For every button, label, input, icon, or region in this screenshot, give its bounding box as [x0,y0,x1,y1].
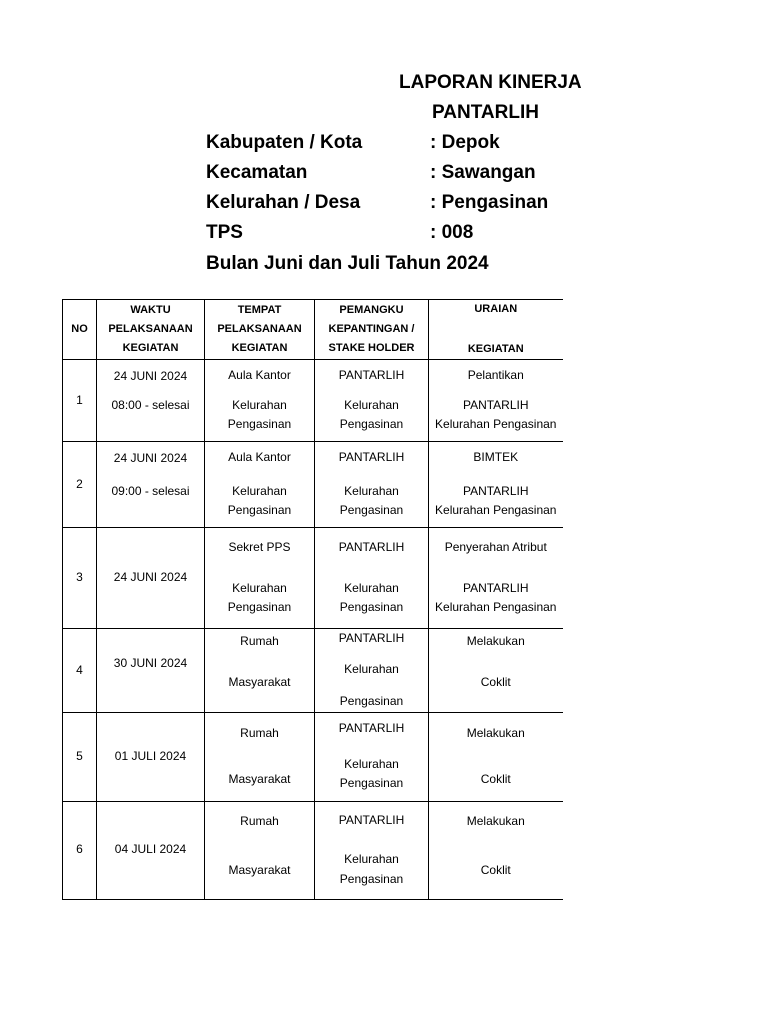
cell-tempat: Aula Kantor Kelurahan Pengasinan [205,360,315,442]
field-value-kelurahan: : Pengasinan [430,192,549,213]
table-header-row [63,300,563,360]
report-title: LAPORAN KINERJA [399,72,582,93]
cell-pemangku: PANTARLIH Kelurahan Pengasinan [315,360,429,442]
row-number: 1 [63,360,97,442]
cell-waktu: 01 JULI 2024 [97,712,205,801]
column-header-uraian: URAIAN KEGIATAN [429,300,563,360]
field-label-kabupaten: Kabupaten / Kota [206,132,363,153]
cell-waktu: 24 JUNI 2024 [97,528,205,629]
table-row [63,629,563,713]
table-row [63,442,563,528]
row-number: 3 [63,528,97,629]
row-number: 2 [63,442,97,528]
field-value-kabupaten: : Depok [430,132,500,153]
field-label-kelurahan: Kelurahan / Desa [206,192,361,213]
cell-uraian: Pelantikan PANTARLIH Kelurahan Pengasinan [429,360,563,442]
cell-waktu: 24 JUNI 2024 08:00 - selesai [97,360,205,442]
field-label-tps: TPS [206,222,243,243]
cell-pemangku: PANTARLIH Kelurahan Pengasinan [315,712,429,801]
column-header-tempat: TEMPAT PELAKSANAAN KEGIATAN [205,300,315,360]
field-label-kecamatan: Kecamatan [206,162,308,183]
cell-tempat: Rumah Masyarakat [205,712,315,801]
activity-table [62,299,563,900]
report-period: Bulan Juni dan Juli Tahun 2024 [206,253,489,274]
cell-uraian: Melakukan Coklit [429,712,563,801]
row-number: 5 [63,712,97,801]
cell-tempat: Aula Kantor Kelurahan Pengasinan [205,442,315,528]
cell-waktu: 24 JUNI 2024 09:00 - selesai [97,442,205,528]
table-row [63,712,563,801]
cell-uraian: Melakukan Coklit [429,629,563,713]
cell-tempat: Sekret PPS Kelurahan Pengasinan [205,528,315,629]
column-header-waktu: WAKTU PELAKSANAAN KEGIATAN [97,300,205,360]
row-number: 4 [63,629,97,713]
cell-uraian: Penyerahan Atribut PANTARLIH Kelurahan Pengasinan [429,528,563,629]
cell-uraian: Melakukan Coklit [429,801,563,899]
cell-waktu: 04 JULI 2024 [97,801,205,899]
field-value-tps: : 008 [430,222,474,243]
table-row [63,801,563,899]
table-row [63,528,563,629]
report-subtitle: PANTARLIH [432,102,539,123]
cell-pemangku: PANTARLIH Kelurahan Pengasinan [315,801,429,899]
column-header-no: NO [63,300,97,360]
cell-waktu: 30 JUNI 2024 [97,629,205,713]
column-header-pemangku: PEMANGKU KEPANTINGAN / STAKE HOLDER [315,300,429,360]
cell-pemangku: PANTARLIH Kelurahan Pengasinan [315,528,429,629]
cell-pemangku: PANTARLIH Kelurahan Pengasinan [315,442,429,528]
field-value-kecamatan: : Sawangan [430,162,536,183]
row-number: 6 [63,801,97,899]
table-row [63,360,563,442]
cell-tempat: Rumah Masyarakat [205,629,315,713]
cell-uraian: BIMTEK PANTARLIH Kelurahan Pengasinan [429,442,563,528]
cell-pemangku: PANTARLIH Kelurahan Pengasinan [315,629,429,713]
cell-tempat: Rumah Masyarakat [205,801,315,899]
